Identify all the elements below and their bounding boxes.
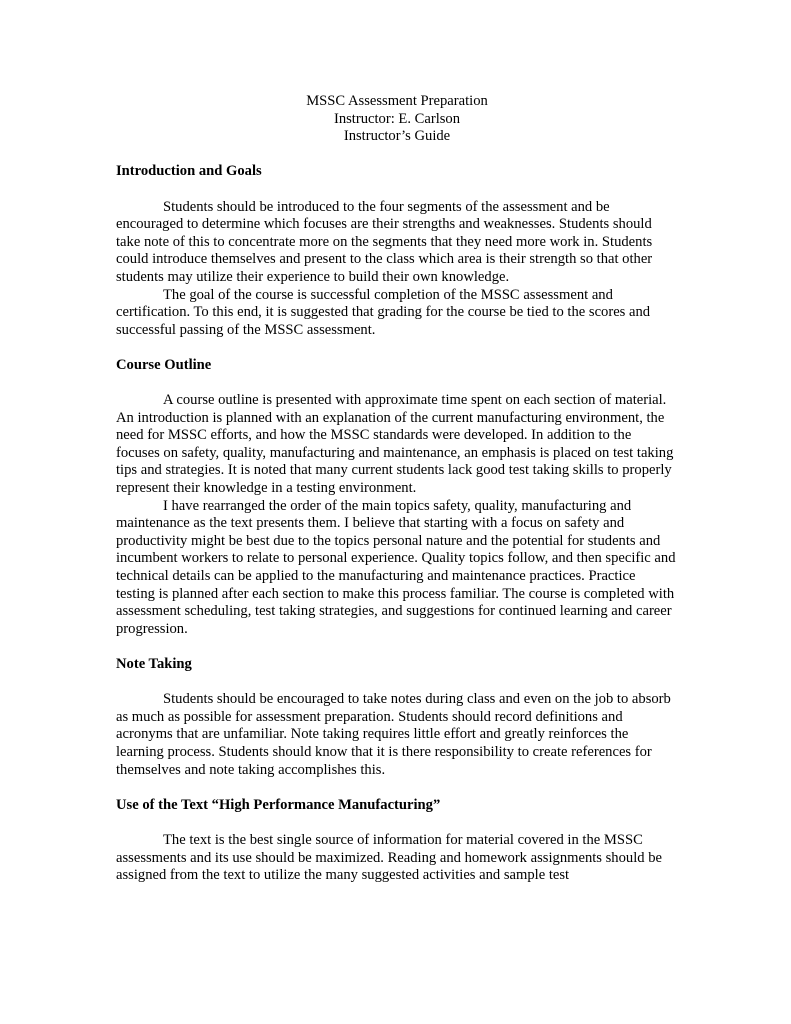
section-heading-use-of-text: Use of the Text “High Performance Manufacturing” <box>116 796 441 813</box>
section-heading-course-outline: Course Outline <box>116 356 212 373</box>
document-title: MSSC Assessment Preparation <box>306 93 488 109</box>
document-title-block <box>116 93 678 146</box>
paragraph-note-taking-1: Students should be encouraged to take notes during class and even on the job to absorb as much as possible for assessment preparation. Students should record definitions and acronyms that are unfamiliar. Note taking requires little effort and greatly reinforces the learning process. Students should know that it is there responsibility to create references for themselves and note taking accomplishes this. <box>116 691 671 778</box>
document-body <box>116 93 678 885</box>
section-heading-note-taking: Note Taking <box>116 656 192 672</box>
paragraph-introduction-2: The goal of the course is successful completion of the MSSC assessment and certification. To this end, it is suggested that grading for the course be tied to the scores and successful passing of the MSSC assessment. <box>116 286 651 338</box>
guide-subtitle: Instructor’s Guide <box>343 128 451 145</box>
paragraph-course-outline-1: A course outline is presented with approximate time spent on each section of material. An introduction is planned with an explanation of the current manufacturing environment, the need for MSSC efforts, and how the MSSC standards were developed. In addition to the focuses on safety, quality, manufacturing and maintenance, an emphasis is placed on test taking tips and strategies. It is noted that many current students lack good test taking skills to properly represent their knowledge in a testing environment. <box>116 392 674 497</box>
instructor-line: Instructor: E. Carlson <box>333 110 461 127</box>
section-heading-introduction: Introduction and Goals <box>116 163 262 180</box>
paragraph-use-of-text-1: The text is the best single source of information for material covered in the MSSC assessments and its use should be maximized. Reading and homework assignments should be assigned from the text to utilize the many suggested activities and sample test <box>116 831 662 884</box>
paragraph-course-outline-2: I have rearranged the order of the main topics safety, quality, manufacturing and maintenance as the text presents them. I believe that starting with a focus on safety and productivity might be best due to the topics personal nature and the potential for students and incumbent workers to relate to personal experience. Quality topics follow, and then specific and technical details can be applied to the manufacturing and maintenance practices. Practice testing is planned after each section to make this process familiar. The course is completed with assessment scheduling, test taking strategies, and suggestions for continued learning and career progression. <box>116 497 676 637</box>
paragraph-introduction-1: Students should be introduced to the four segments of the assessment and be encouraged to determine which focuses are their strengths and weaknesses. Students should take note of this to concentrate more on the segments that they need more work in. Students could introduce themselves and present to the class which area is their strength so that other students may utilize their experience to build their own knowledge. <box>116 198 653 285</box>
